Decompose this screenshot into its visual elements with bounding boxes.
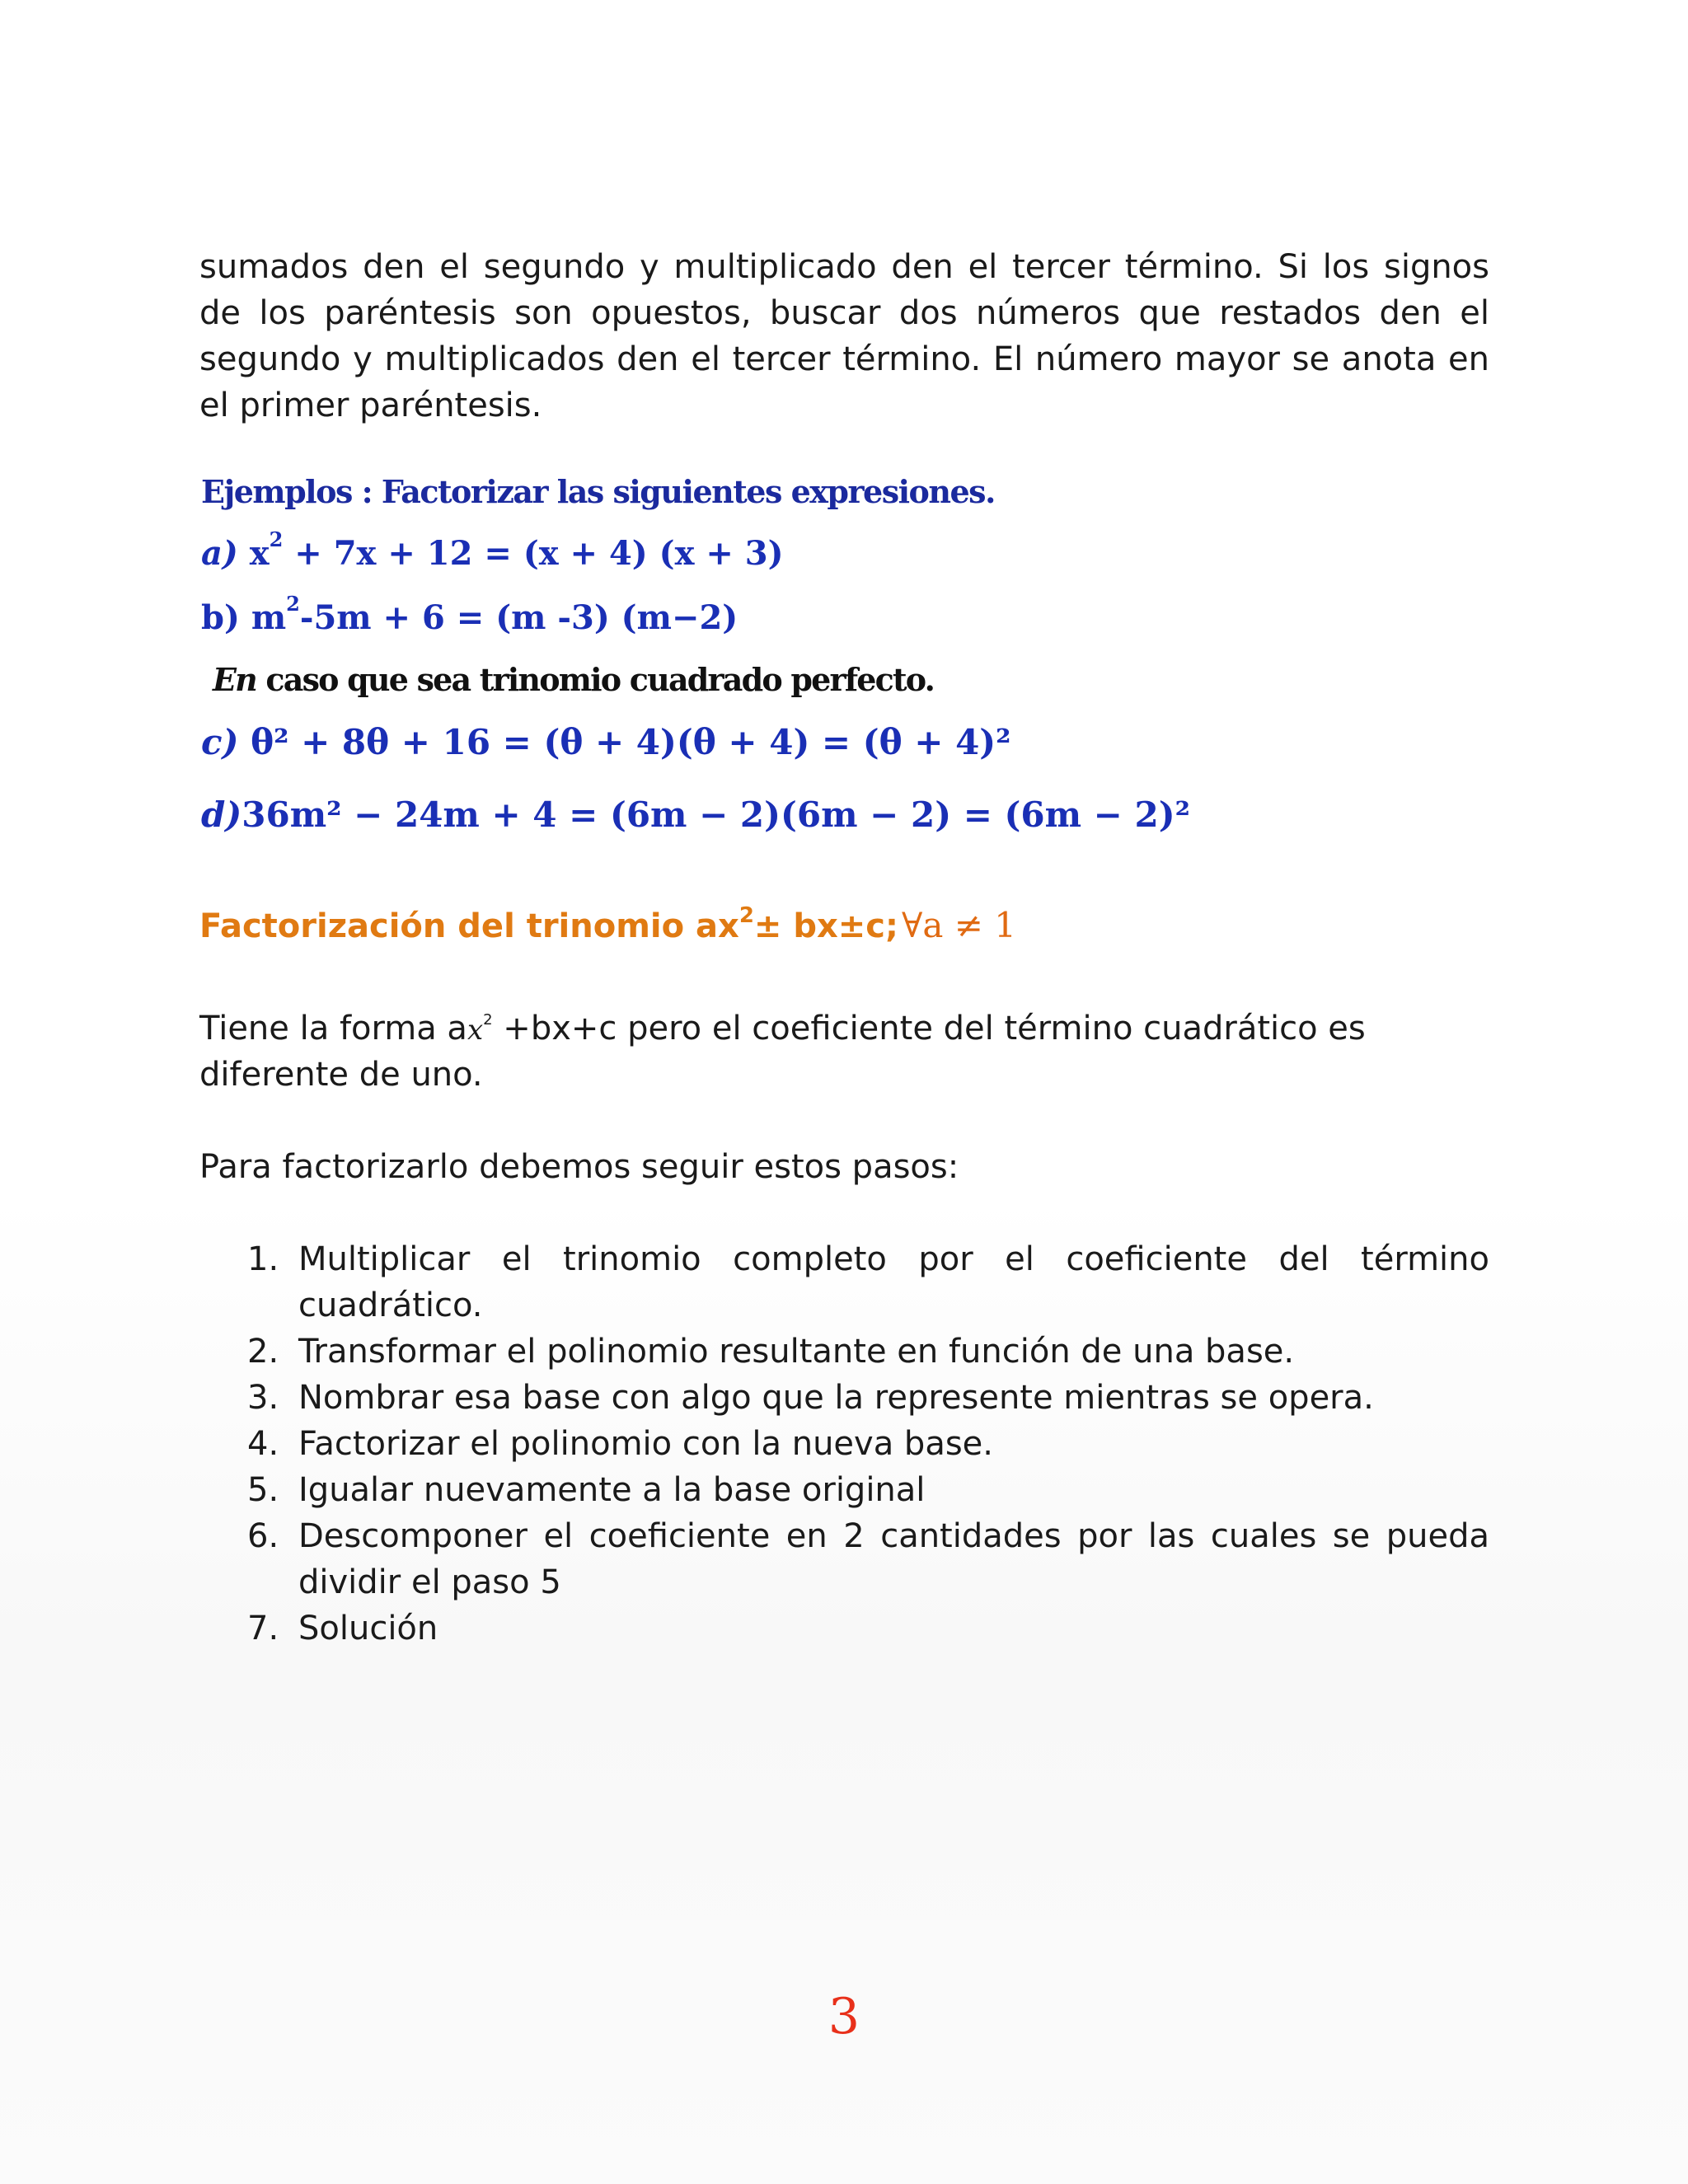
example-b: [201, 592, 738, 637]
list-item: [247, 1513, 1489, 1605]
example-c-expression: θ² + 8θ + 16 = (θ + 4)(θ + 4) = (θ + 4)²: [251, 722, 1011, 762]
form-paragraph-line-1: [199, 1005, 1366, 1053]
step-text: dividir el paso 5: [298, 1563, 561, 1601]
example-b-lhs-rest: -5m + 6 =: [299, 598, 485, 637]
step-number: 3.: [247, 1379, 279, 1417]
note-text: caso que sea trinomio cuadrado perfecto.: [256, 661, 935, 698]
step-number: 7.: [247, 1610, 279, 1647]
step-text: Factorizar el polinomio con la nueva base.: [298, 1425, 993, 1463]
example-a-exponent: 2: [269, 527, 284, 551]
example-d-label: d): [201, 794, 242, 835]
example-b-label: b): [201, 598, 240, 637]
step-number: 4.: [247, 1425, 279, 1463]
example-b-rhs: (m -3) (m−2): [495, 598, 738, 637]
list-item: [247, 1421, 1489, 1467]
steps-list: [247, 1236, 1489, 1652]
example-a-label: a): [201, 534, 238, 573]
intro-line: de los paréntesis son opuestos, buscar dos números que restados den el: [199, 294, 1489, 332]
step-number: 1.: [247, 1240, 279, 1278]
step-number: 2.: [247, 1333, 279, 1371]
step-text: Solución: [298, 1610, 438, 1647]
example-a-rhs: (x + 4) (x + 3): [523, 534, 784, 573]
perfect-square-note: [213, 661, 934, 698]
example-d-expression: 36m² − 24m + 4 = (6m − 2)(6m − 2) = (6m − 2)²: [241, 794, 1190, 835]
note-emphasis: En: [213, 661, 256, 698]
list-item: [247, 1236, 1489, 1329]
step-text: Transformar el polinomio resultante en función de una base.: [298, 1333, 1295, 1371]
heading-condition: ∀a ≠ 1: [902, 905, 1017, 945]
form-text-a: Tiene la forma a: [199, 1010, 467, 1047]
example-b-lhs-base: m: [251, 598, 287, 637]
heading-exponent: 2: [738, 903, 754, 928]
list-item: [247, 1605, 1489, 1652]
heading-rest: ± bx±c;: [753, 907, 899, 945]
step-number: 5.: [247, 1471, 279, 1509]
example-c: [201, 722, 1011, 762]
example-a-lhs-base: x: [249, 534, 270, 573]
example-d: [201, 794, 1190, 835]
form-text-b: +bx+c pero el coeficiente del término cuadrático es: [492, 1010, 1366, 1047]
intro-line: sumados den el segundo y multiplicado den el tercer término. Si los signos: [199, 248, 1489, 286]
example-c-label: c): [201, 722, 239, 762]
list-item: [247, 1467, 1489, 1513]
form-math-x: x: [467, 1014, 484, 1047]
step-text: Igualar nuevamente a la base original: [298, 1471, 926, 1509]
step-number: 6.: [247, 1517, 279, 1555]
form-paragraph-line-2: diferente de uno.: [199, 1056, 483, 1094]
examples-title: Ejemplos : Factorizar las siguientes expresiones.: [201, 473, 995, 510]
step-text: Multiplicar el trinomio completo por el coeficiente del término: [298, 1240, 1489, 1278]
page-number: 3: [828, 1988, 860, 2046]
form-math-exponent: 2: [483, 1011, 493, 1029]
step-text: Nombrar esa base con algo que la represente mientras se opera.: [298, 1379, 1374, 1417]
example-b-exponent: 2: [286, 592, 300, 616]
step-text: cuadrático.: [298, 1286, 483, 1324]
list-item: [247, 1375, 1489, 1421]
step-text: Descomponer el coeficiente en 2 cantidades por las cuales se pueda: [298, 1517, 1489, 1555]
section-heading: [199, 905, 1016, 945]
intro-paragraph: [199, 244, 1489, 429]
example-a: [201, 527, 784, 573]
list-item: [247, 1329, 1489, 1375]
intro-line: segundo y multiplicados den el tercer término. El número mayor se anota en: [199, 340, 1489, 378]
heading-text: Factorización del trinomio ax: [199, 907, 739, 945]
intro-line: el primer paréntesis.: [199, 387, 542, 424]
example-a-lhs-rest: + 7x + 12 =: [283, 534, 512, 573]
steps-intro: Para factorizarlo debemos seguir estos pasos:: [199, 1148, 959, 1186]
